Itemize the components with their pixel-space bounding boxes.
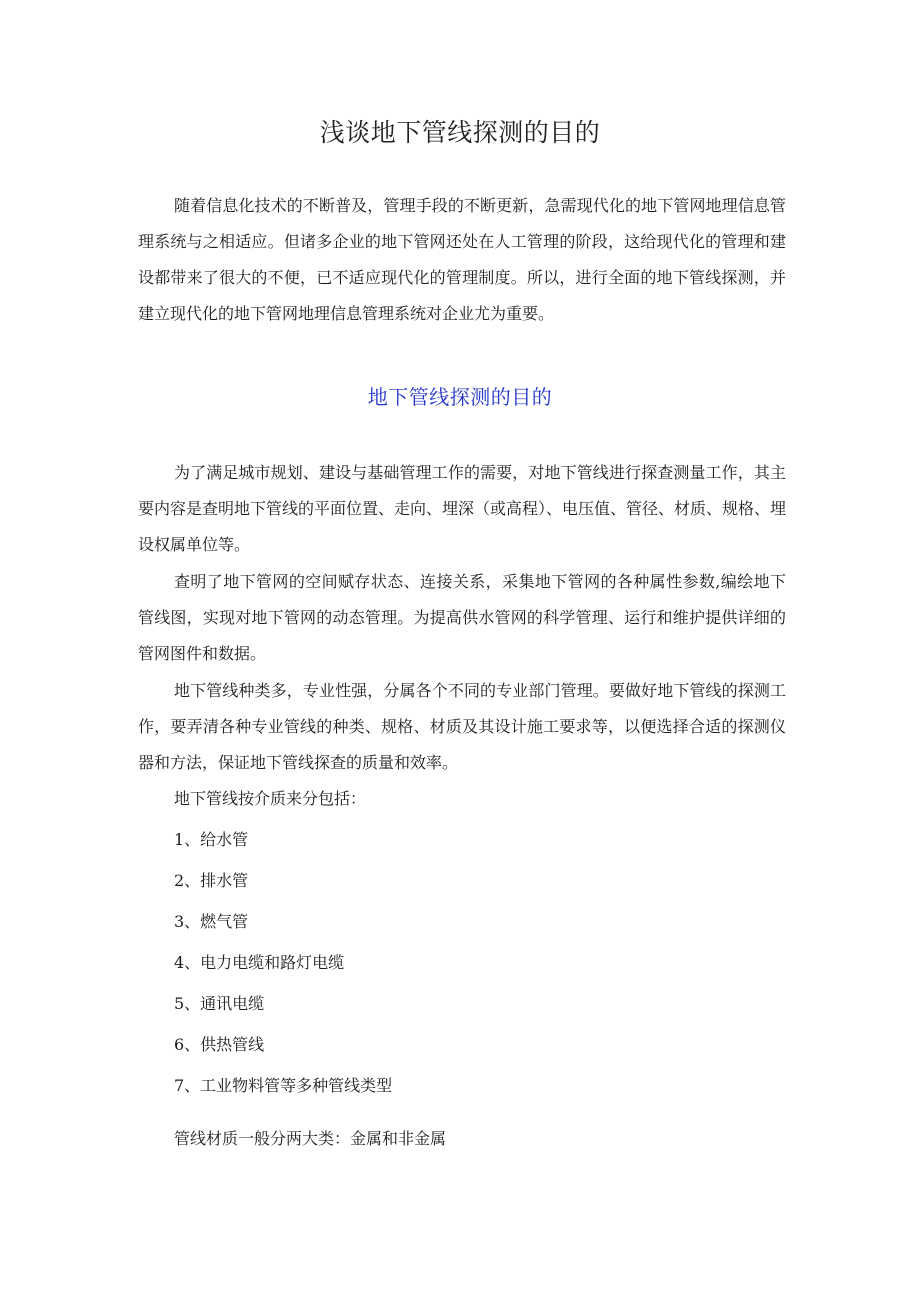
list-item: 1、给水管 xyxy=(174,830,249,849)
list-intro: 地下管线按介质来分包括： xyxy=(174,789,367,808)
pipe-type-list xyxy=(174,826,392,1113)
list-item: 2、排水管 xyxy=(174,871,249,890)
body-paragraph-3: 地下管线种类多，专业性强，分属各个不同的专业部门管理。要做好地下管线的探测工作，要弄清各种专业管线的种类、规格、材质及其设计施工要求等，以便选择合适的探测仪器和方法，保证地下管线探查的质量和效率。 xyxy=(138,681,786,772)
list-item: 6、供热管线 xyxy=(174,1035,265,1054)
list-item: 3、燃气管 xyxy=(174,912,249,931)
list-item: 7、工业物料管等多种管线类型 xyxy=(174,1076,393,1095)
document-title: 浅谈地下管线探测的目的 xyxy=(319,118,601,147)
list-item: 5、通讯电缆 xyxy=(174,994,265,1013)
intro-paragraph: 随着信息化技术的不断普及，管理手段的不断更新，急需现代化的地下管网地理信息管理系统与之相适应。但诸多企业的地下管网还处在人工管理的阶段，这给现代化的管理和建设都带来了很大的不便，已不适应现代化的管理制度。所以，进行全面的地下管线探测，并建立现代化的地下管网地理信息管理系统对企业尤为重要。 xyxy=(138,196,786,323)
closing-line: 管线材质一般分两大类：金属和非金属 xyxy=(174,1129,447,1148)
body-paragraph-2: 查明了地下管网的空间赋存状态、连接关系，采集地下管网的各种属性参数,编绘地下管线图，实现对地下管网的动态管理。为提高供水管网的科学管理、运行和维护提供详细的管网图件和数据。 xyxy=(138,572,786,663)
section-heading: 地下管线探测的目的 xyxy=(367,385,553,409)
body-paragraph-1: 为了满足城市规划、建设与基础管理工作的需要，对地下管线进行探查测量工作，其主要内容是查明地下管线的平面位置、走向、埋深（或高程）、电压值、管径、材质、规格、埋设权属单位等。 xyxy=(138,463,787,554)
list-item: 4、电力电缆和路灯电缆 xyxy=(174,953,345,972)
